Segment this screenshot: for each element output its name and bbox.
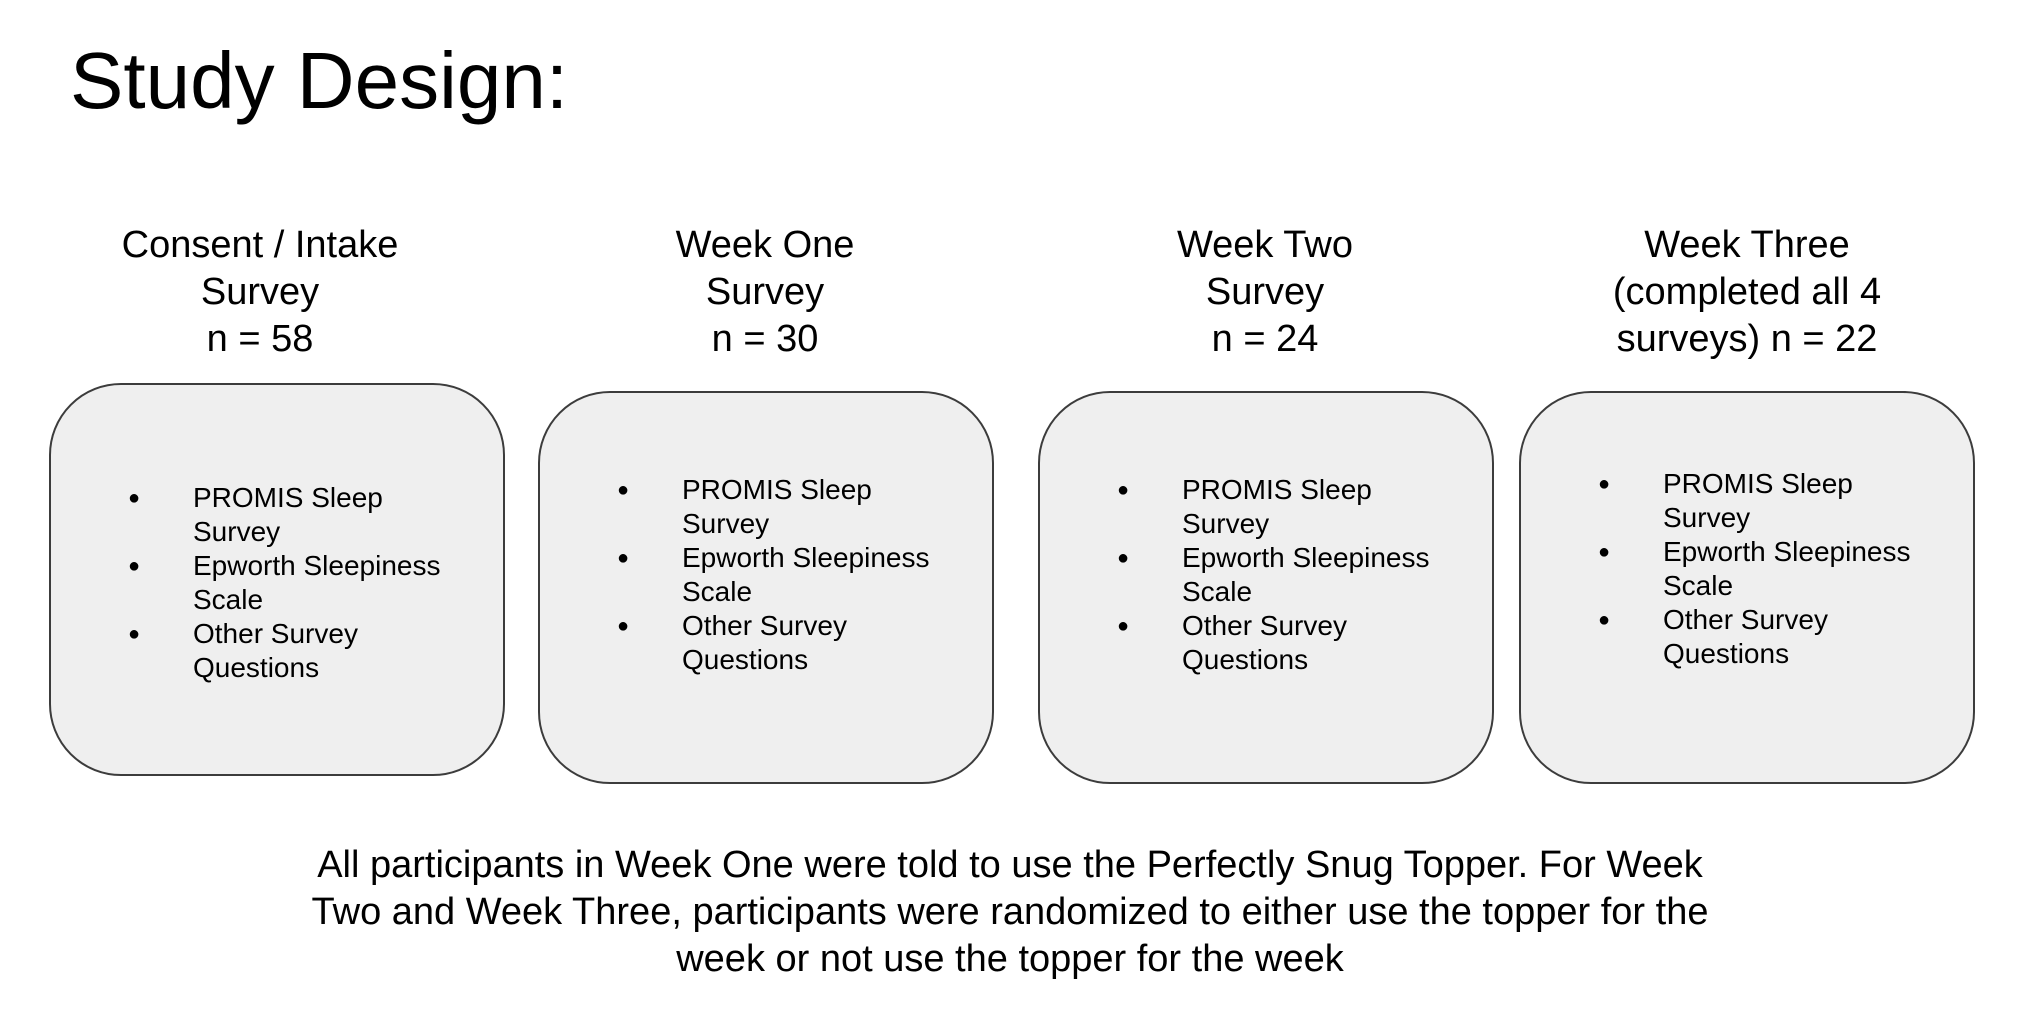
stage-card-week-two [1038, 391, 1494, 784]
bullet-icon: ● [1597, 609, 1611, 631]
stage-header-count: n = 30 [711, 318, 819, 360]
stage-header-count: surveys) n = 22 [1616, 318, 1878, 360]
survey-item-list [1113, 473, 1443, 677]
list-item: ● Other Survey Questions [1113, 609, 1443, 677]
stage-header-line: Survey [200, 271, 320, 313]
randomization-note-line: Two and Week Three, participants were randomized to either use the topper for the [311, 891, 1709, 933]
stage-header-line: (completed all 4 [1612, 271, 1882, 313]
list-item: ● PROMIS Sleep Survey [613, 473, 943, 541]
stage-card-week-three [1519, 391, 1975, 784]
bullet-icon: ● [1597, 541, 1611, 563]
bullet-icon: ● [127, 623, 141, 645]
stage-header-line: Survey [1205, 271, 1325, 313]
list-item: ● Epworth Sleepiness Scale [124, 549, 454, 617]
bullet-icon: ● [616, 547, 630, 569]
page-title: Study Design: [70, 36, 569, 125]
stage-header-count: n = 24 [1211, 318, 1319, 360]
list-item: ● Other Survey Questions [124, 617, 454, 685]
list-item: ● PROMIS Sleep Survey [124, 481, 454, 549]
stage-header-line: Week One [675, 224, 855, 266]
bullet-icon: ● [616, 479, 630, 501]
stage-header-line: Week Two [1176, 224, 1353, 266]
stage-header-week-two [1065, 222, 1465, 363]
list-item: ● Other Survey Questions [1594, 603, 1924, 671]
bullet-icon: ● [1597, 473, 1611, 495]
list-item: ● Other Survey Questions [613, 609, 943, 677]
stage-card-consent-intake [49, 383, 505, 776]
list-item: ● Epworth Sleepiness Scale [1113, 541, 1443, 609]
randomization-note [240, 842, 1780, 983]
stage-header-count: n = 58 [206, 318, 314, 360]
stage-header-line: Survey [705, 271, 825, 313]
survey-item-list [1594, 467, 1924, 671]
survey-item-list [124, 481, 454, 685]
bullet-icon: ● [127, 555, 141, 577]
bullet-icon: ● [616, 615, 630, 637]
list-item: ● PROMIS Sleep Survey [1594, 467, 1924, 535]
stage-header-consent-intake [60, 222, 460, 363]
stage-header-week-three [1547, 222, 1947, 363]
list-item: ● Epworth Sleepiness Scale [613, 541, 943, 609]
stage-header-line: Week Three [1644, 224, 1850, 266]
bullet-icon: ● [1116, 479, 1130, 501]
bullet-icon: ● [1116, 615, 1130, 637]
randomization-note-line: All participants in Week One were told to use the Perfectly Snug Topper. For Week [317, 844, 1703, 886]
stage-header-line: Consent / Intake [121, 224, 399, 266]
randomization-note-line: week or not use the topper for the week [676, 938, 1344, 980]
stage-header-week-one [565, 222, 965, 363]
list-item: ● PROMIS Sleep Survey [1113, 473, 1443, 541]
bullet-icon: ● [1116, 547, 1130, 569]
list-item: ● Epworth Sleepiness Scale [1594, 535, 1924, 603]
bullet-icon: ● [127, 487, 141, 509]
stage-card-week-one [538, 391, 994, 784]
survey-item-list [613, 473, 943, 677]
